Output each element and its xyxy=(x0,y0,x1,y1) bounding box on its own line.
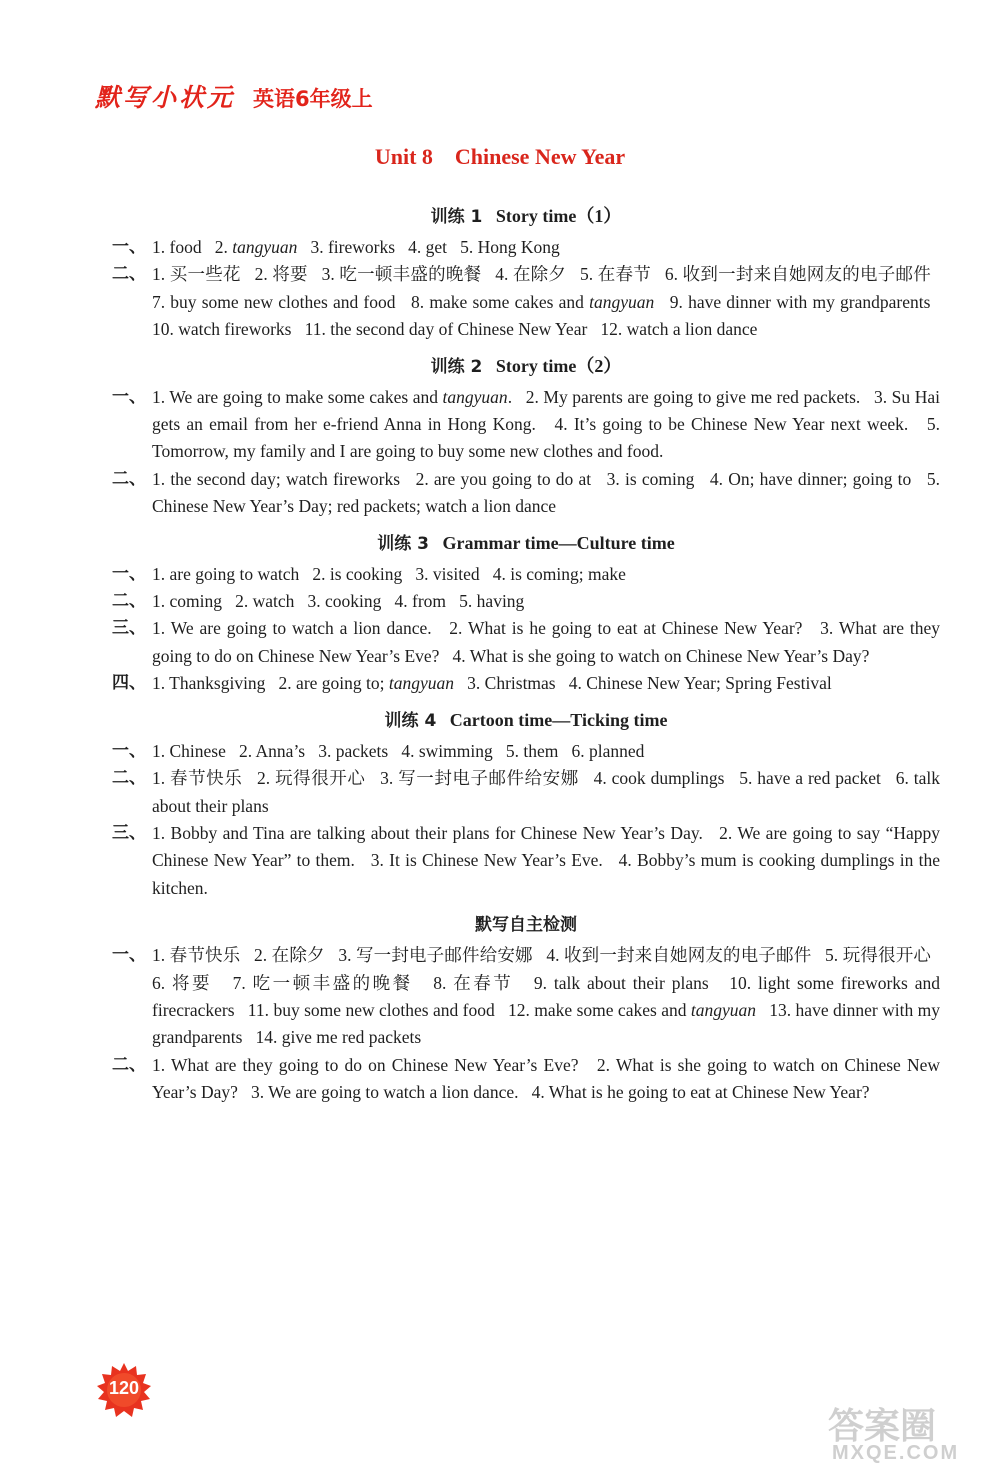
section-title-cn: 默写自主检测 xyxy=(475,915,577,936)
section-title-en: Story time（2） xyxy=(495,355,622,376)
answer-block xyxy=(112,765,940,820)
answer-text: 1. are going to watch 2. is cooking 3. visited 4. is coming; make xyxy=(152,563,626,584)
answer-block xyxy=(112,588,940,615)
answer-label: 三、 xyxy=(112,822,146,843)
section-title xyxy=(112,198,940,234)
page-number: 120 xyxy=(108,1378,140,1398)
page-number-badge xyxy=(96,1362,152,1418)
page-header xyxy=(95,78,373,114)
section-title xyxy=(112,702,940,738)
answer-block xyxy=(112,466,940,521)
answer-text: 1. We are going to make some cakes and tangyuan. 2. My parents are going to give me red packets. 3. Su Hai gets an email from her e-friend Anna in Hong Kong. 4. It’s going to be Chinese New Year next week. 5. Tomorrow, my family and I are going to buy some new clothes and food. xyxy=(152,386,940,462)
answer-block xyxy=(112,738,940,765)
section-title-cn: 训练 4 xyxy=(384,710,437,731)
answer-label: 一、 xyxy=(112,237,146,257)
watermark xyxy=(810,1398,960,1470)
answer-block xyxy=(112,615,940,670)
answer-text: 1. Bobby and Tina are talking about their plans for Chinese New Year’s Day. 2. We are going to say “Happy Chinese New Year” to them. 3. It is Chinese New Year’s Eve. 4. Bobby’s mum is cooking dumplings in the kitchen. xyxy=(152,822,940,898)
answer-text: 1. We are going to watch a lion dance. 2. What is he going to eat at Chinese New Year? 3. What are they going to do on Chinese New Year’s Eve? 4. What is she going to watch on Chinese New Year’s Day? xyxy=(152,618,940,666)
watermark-logo: 答案圈 xyxy=(828,1406,937,1447)
answer-label: 二、 xyxy=(112,468,146,489)
answer-label: 四、 xyxy=(112,673,146,694)
unit-title: Unit 8 Chinese New Year xyxy=(374,144,626,169)
answer-text: 1. food 2. tangyuan 3. fireworks 4. get 5. Hong Kong xyxy=(152,237,560,257)
section-title-en: Cartoon time—Ticking time xyxy=(449,709,668,730)
answer-text: 1. 春节快乐 2. 在除夕 3. 写一封电子邮件给安娜 4. 收到一封来自她网友的电子邮件 5. 玩得很开心 6. 将要 7. 吃一顿丰盛的晚餐 8. 在春节 9. talk about their plans 10. light some fireworks and firecrackers 11. buy some new clothes and food 12. make some cakes and tangyuan 13. have dinner with my grandparents 14. give me red packets xyxy=(152,945,940,1048)
answer-text: 1. coming 2. watch 3. cooking 4. from 5. having xyxy=(152,591,525,612)
answer-label: 一、 xyxy=(112,740,146,761)
answer-block xyxy=(112,234,940,261)
answer-label: 二、 xyxy=(112,768,146,789)
answer-label: 一、 xyxy=(112,563,146,584)
series-brand: 默写小状元 xyxy=(95,83,236,112)
answer-block xyxy=(112,820,940,902)
answer-label: 二、 xyxy=(112,1054,146,1075)
section-title-cn: 训练 2 xyxy=(430,356,483,377)
book-title: 英语6年级上 xyxy=(253,87,373,111)
answer-text: 1. Chinese 2. Anna’s 3. packets 4. swimming 5. them 6. planned xyxy=(152,740,645,761)
section-title-en: Story time（1） xyxy=(495,206,622,226)
answer-block xyxy=(112,942,940,1052)
watermark-url: MXQE.COM xyxy=(832,1442,960,1464)
answer-block xyxy=(112,1052,940,1107)
section-title-cn: 训练 1 xyxy=(430,207,483,227)
answer-text: 1. 买一些花 2. 将要 3. 吃一顿丰盛的晚餐 4. 在除夕 5. 在春节 6. 收到一封来自她网友的电子邮件 7. buy some new clothes and food 8. make some cakes and tangyuan 9. have dinner with my grandparents 10. watch fireworks 11. the second day of Chinese New Year 12. watch a lion dance xyxy=(152,264,940,340)
answer-block xyxy=(112,561,940,588)
section-title xyxy=(112,525,940,561)
answer-label: 三、 xyxy=(112,618,146,639)
answer-label: 一、 xyxy=(112,945,146,966)
section-title-cn: 训练 3 xyxy=(377,533,429,554)
answer-content xyxy=(112,198,940,1111)
answer-text: 1. the second day; watch fireworks 2. are you going to do at 3. is coming 4. On; have dinner; going to 5. Chinese New Year’s Day; red packets; watch a lion dance xyxy=(152,468,940,517)
answer-label: 一、 xyxy=(112,386,146,407)
answer-block xyxy=(112,261,940,343)
section-title xyxy=(112,906,940,942)
answer-text: 1. Thanksgiving 2. are going to; tangyuan 3. Christmas 4. Chinese New Year; Spring Festival xyxy=(152,673,832,694)
answer-text: 1. 春节快乐 2. 玩得很开心 3. 写一封电子邮件给安娜 4. cook dumplings 5. have a red packet 6. talk about their plans xyxy=(152,768,940,816)
answer-block xyxy=(112,670,940,697)
answer-block xyxy=(112,384,940,466)
section-title-en: Grammar time—Culture time xyxy=(442,532,675,553)
answer-label: 二、 xyxy=(112,591,146,612)
answer-label: 二、 xyxy=(112,264,146,285)
section-title xyxy=(112,348,940,384)
answer-text: 1. What are they going to do on Chinese New Year’s Eve? 2. What is she going to watch on Chinese New Year’s Day? 3. We are going to watch a lion dance. 4. What is he going to eat at Chinese New Year? xyxy=(152,1054,940,1103)
